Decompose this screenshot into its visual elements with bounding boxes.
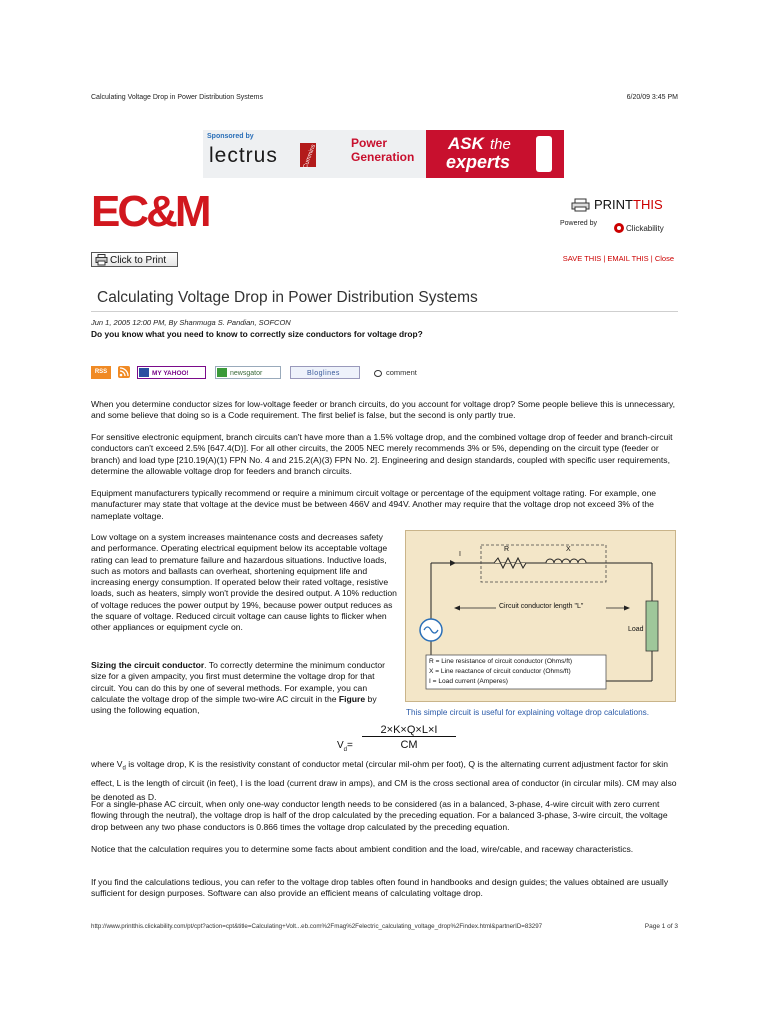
ad-figure-icon: [536, 136, 552, 172]
footer-page-number: Page 1 of 3: [644, 923, 678, 930]
click-to-print-label: Click to Print: [110, 255, 167, 266]
sponsored-by-label: Sponsored by: [207, 133, 254, 140]
paragraph-5: [91, 660, 399, 716]
paragraph-6-sub: d: [122, 765, 126, 772]
printthis-this: THIS: [633, 197, 663, 212]
paragraph-4: Low voltage on a system increases maintenance costs and decreases safety and performance. Operating electrical equipment below its acceptable voltage rating can lead to premature failure and hazardous situations. Inductive loads, such as motors and ballasts can overheat, shortening equipment life and increasing energy consumption. If operated below their rated voltage, resistive loads, such as heaters, simply won't provide the desired output. A 10% reduction of voltage reduces the power output by 19%, because power output reduces as the square of voltage. Reduced circuit voltage can cause lights to flicker when other appliances or equipment cycle on.: [91, 532, 397, 633]
article-byline: Jun 1, 2005 12:00 PM, By Shanmuga S. Pandian, SOFCON: [91, 318, 291, 327]
paragraph-3: Equipment manufacturers typically recommend or require a minimum circuit voltage or percentage of the equipment voltage rating. For example, one manufacturer may state that voltage at the device must be between 466V and 494V. Another may require that the voltage drop not exceed 3% of the nameplate voltage.: [91, 488, 657, 521]
inductor-symbol: [546, 559, 586, 563]
ad-the: the: [490, 136, 511, 153]
paragraph-6-text-b: is voltage drop, K is the resistivity constant of conductor metal (circular mil-ohm per foot), Q is the alternating current adjustment factor for skin effect, L is the length of circuit (in feet), I is the load (current draw in amps), and CM is the cross sectional area of conductor (in circular mils). CM may also be denoted as D.: [91, 759, 677, 802]
print-header-title: Calculating Voltage Drop in Power Distribution Systems: [91, 94, 263, 101]
my-yahoo-button[interactable]: MY YAHOO!: [137, 366, 206, 379]
sponsor-ad-banner[interactable]: [203, 130, 564, 178]
ad-brand-lectrus: lectrus: [209, 144, 278, 167]
figure-reference: Figure: [338, 693, 366, 704]
svg-text:Cummins: Cummins: [302, 143, 318, 170]
save-email-close-links: [563, 254, 674, 263]
sponsor-ad-right: [426, 130, 564, 178]
equation-equals: =: [347, 740, 353, 751]
article-title: Calculating Voltage Drop in Power Distribution Systems: [97, 289, 478, 306]
print-header-date: 6/20/09 3:45 PM: [626, 94, 678, 101]
clickability-label[interactable]: Clickability: [626, 224, 664, 233]
paragraph-9: If you find the calculations tedious, you can refer to the voltage drop tables often found in handbooks and design guides; the values obtained are usually sufficient for design purposes. Software can also provide an efficient means of calculating voltage drop.: [91, 877, 669, 899]
ad-generation: Generation: [351, 150, 415, 164]
paragraph-7: For a single-phase AC circuit, when only one-way conductor length needs to be considered (as in a balanced, 3-phase, 4-wire circuit with zero current flowing through the neutral), the voltage drop is half of the drop calculated by the preceding equation. For a balanced 3-phase, 3-wire circuit, the voltage drop between any two phase conductors is 0.866 times the voltage drop calculated by the preceding equation.: [91, 799, 668, 832]
close-link[interactable]: Close: [654, 254, 674, 263]
circuit-figure: [405, 530, 676, 702]
figure-legend: [429, 657, 572, 686]
legend-x: X = Line reactance of circuit conductor (Ohms/ft): [429, 667, 571, 675]
sponsor-ad-left: [203, 130, 426, 178]
clickability-logo-icon: [613, 222, 625, 234]
article-subtitle: Do you know what you need to know to correctly size conductors for voltage drop?: [91, 329, 423, 339]
newsgator-plus-icon: [217, 368, 227, 377]
print-button-icon: [95, 254, 108, 266]
paragraph-5-text-b: by using the following equation,: [91, 693, 377, 716]
my-yahoo-plus-icon: [139, 368, 149, 377]
title-divider: [91, 311, 678, 312]
equation-numerator: 2×K×Q×L×I: [362, 724, 456, 737]
rss-feed-icon[interactable]: [118, 366, 130, 378]
paragraph-2: For sensitive electronic equipment, branch circuits can't have more than a 1.5% voltage drop, and the combined voltage drop of feeder and branch-circuit conductors can't exceed 2.5% [647.4(D)]. For all other circuits, the 2005 NEC merely recommends 3% or 5%, depending on the circuit type (feeder or branch) and load type [210.19(A)(1) FPN No. 4 and 215.2(A)(3) FPN No. 2]. Engineering and design standards, coupled with specific user requirements, determine the allowable voltage drop for feeders and branch circuits.: [91, 432, 673, 476]
load-symbol: [646, 601, 658, 651]
comment-icon: [374, 370, 382, 377]
rss-button[interactable]: RSS: [91, 366, 111, 379]
click-to-print-button[interactable]: [91, 252, 178, 267]
paragraph-6: [91, 757, 678, 804]
figure-caption: This simple circuit is useful for explaining voltage drop calculations.: [406, 708, 650, 717]
resistor-symbol: [494, 558, 526, 568]
powered-by-label: Powered by: [560, 220, 597, 227]
ad-experts: experts: [446, 152, 511, 172]
paragraph-6-text-a: where V: [91, 759, 123, 769]
link-separator: |: [601, 254, 608, 263]
ecm-logo[interactable]: EC&M: [91, 187, 209, 236]
length-label: Circuit conductor length "L": [499, 603, 584, 610]
label-x: X: [566, 546, 571, 553]
equation-lhs: V: [337, 740, 344, 751]
paragraph-5-text-a: . To correctly determine the minimum conductor size for a given ampacity, you first must determine the voltage drop for that circuit. You can do this by one of several methods. For example, you can calculate the voltage drop of the simple two-wire AC circuit in the: [91, 660, 386, 704]
printer-icon: [570, 198, 592, 212]
paragraph-1: When you determine conductor sizes for low-voltage feeder or branch circuits, do you account for voltage drop? Some people believe this is unnecessary, and some believe that doing so is a Code requirement. The first belief is false, but the second is only partly true.: [91, 399, 676, 421]
printthis-print: PRINT: [594, 197, 633, 212]
newsgator-button[interactable]: newsgator: [215, 366, 281, 379]
paragraph-5-heading: Sizing the circuit conductor: [91, 660, 205, 670]
comment-link[interactable]: comment: [386, 368, 417, 377]
email-this-link[interactable]: EMAIL THIS: [607, 254, 649, 263]
label-i: I: [459, 551, 461, 558]
equation-lhs-sub: d: [343, 747, 348, 753]
footer-url: http://www.printthis.clickability.com/pt/cpt?action=cpt&title=Calculating+Volt...eb.com%2Fmag%2Felectric_calculating_voltage_drop%2Findex.html&partnerID=83297: [91, 923, 543, 930]
legend-r: R = Line resistance of circuit conductor (Ohms/ft): [429, 658, 573, 665]
load-label: Load: [628, 626, 644, 633]
cummins-logo-icon: [296, 139, 320, 171]
ad-power: Power: [351, 136, 388, 150]
bloglines-button[interactable]: Bloglines: [290, 366, 360, 379]
label-r: R: [504, 546, 510, 553]
save-this-link[interactable]: SAVE THIS: [562, 254, 602, 263]
link-separator: |: [648, 254, 655, 263]
equation-denominator: CM: [400, 739, 418, 751]
ad-ask: ASK: [448, 134, 484, 153]
legend-i: I = Load current (Amperes): [429, 677, 508, 685]
paragraph-8: Notice that the calculation requires you to determine some facts about ambient condition and the load, wire/cable, and raceway characteristics.: [91, 844, 634, 854]
